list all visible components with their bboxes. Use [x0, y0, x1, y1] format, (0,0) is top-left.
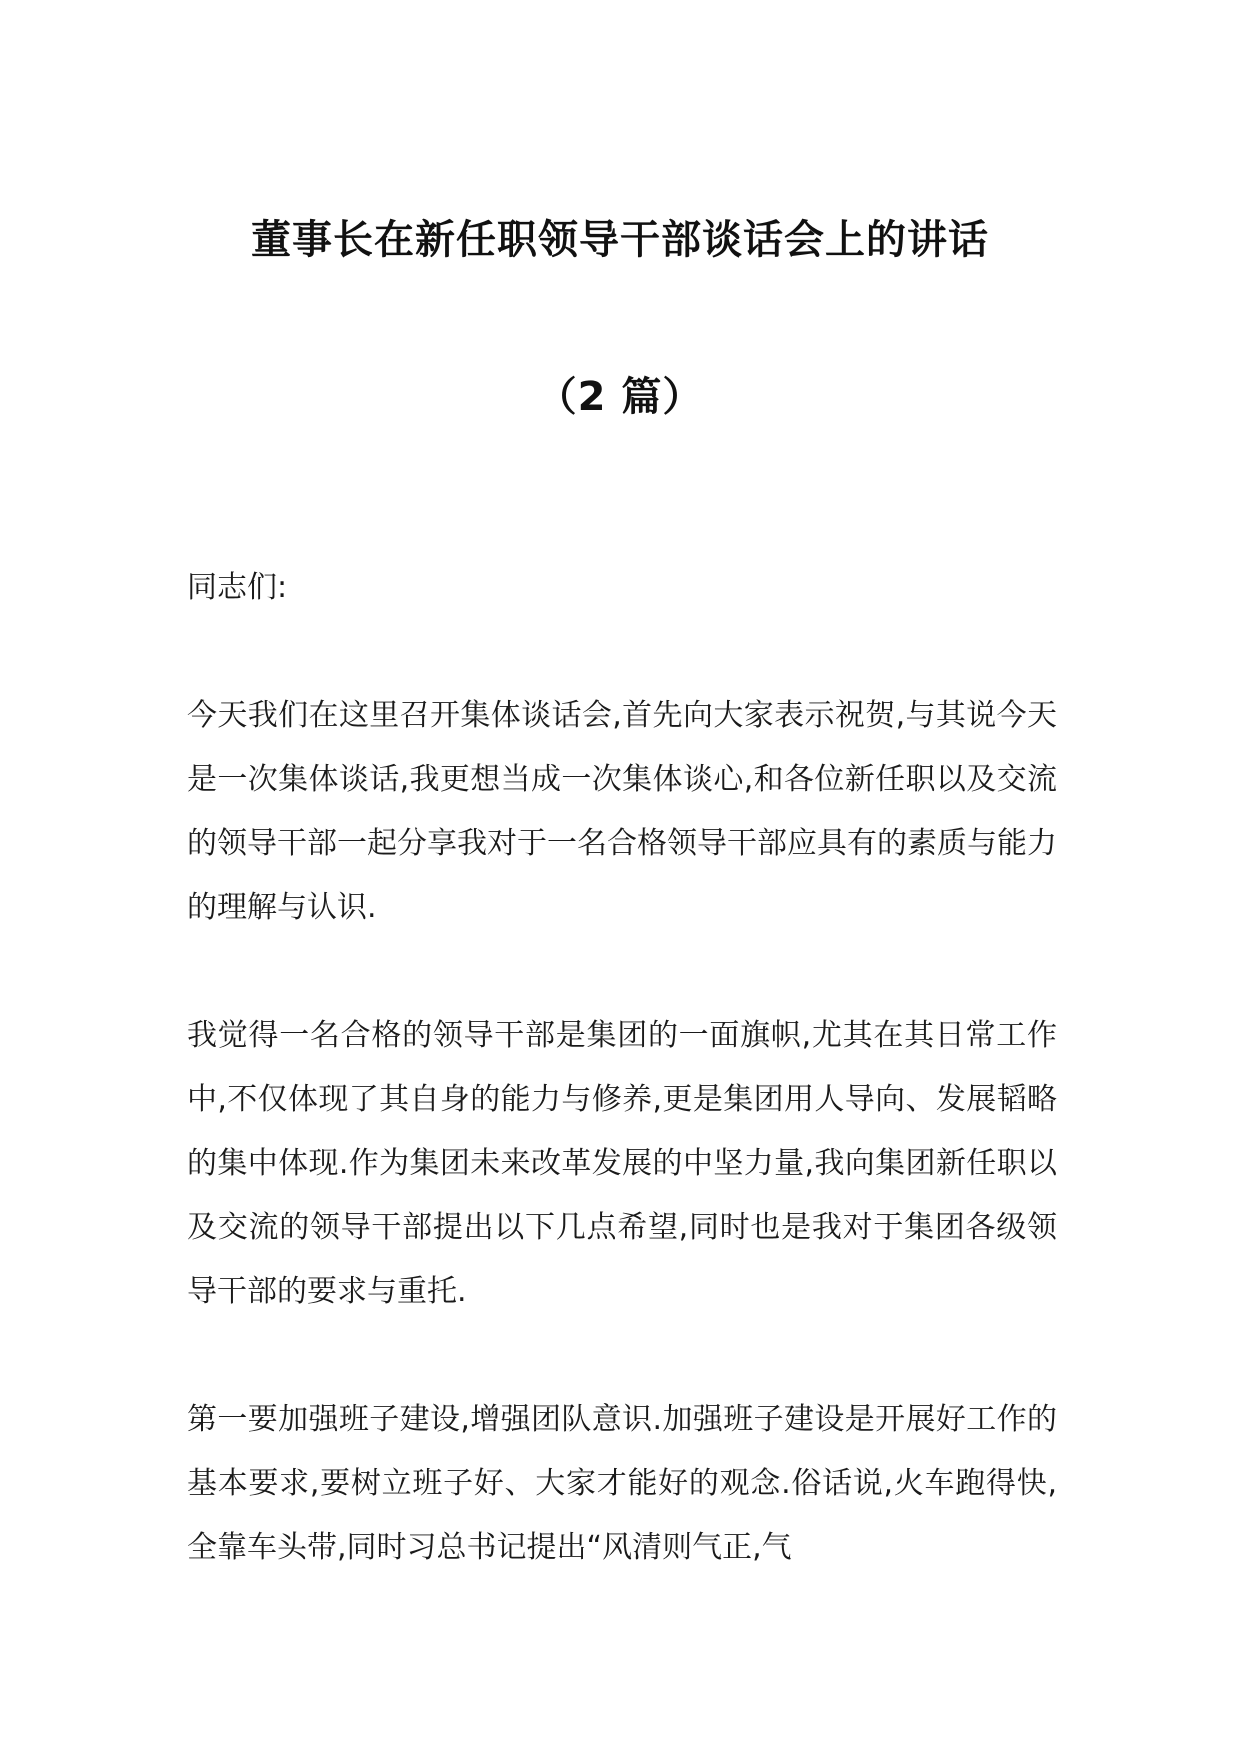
salutation: 同志们: [187, 570, 288, 605]
paragraph-2: 我觉得一名合格的领导干部是集团的一面旗帜,尤其在其日常工作中,不仅体现了其自身的能力与修养,更是集团用人导向、发展韬略的集中体现.作为集团未来改革发展的中坚力量,我向集团新任职以及交流的领导干部提出以下几点希望,同时也是我对于集团各级领导干部的要求与重托. [187, 1018, 1057, 1309]
document-title: 董事长在新任职领导干部谈话会上的讲话 [251, 217, 989, 263]
document-body [187, 556, 1057, 1580]
document-subtitle: （2 篇） [536, 374, 704, 420]
paragraph-3: 第一要加强班子建设,增强团队意识.加强班子建设是开展好工作的基本要求,要树立班子好、大家才能好的观念.俗话说,火车跑得快,全靠车头带,同时习总书记提出“风清则气正,气 [187, 1402, 1057, 1565]
paragraph-1: 今天我们在这里召开集体谈话会,首先向大家表示祝贺,与其说今天是一次集体谈话,我更想当成一次集体谈心,和各位新任职以及交流的领导干部一起分享我对于一名合格领导干部应具有的素质与能力的理解与认识. [187, 698, 1057, 925]
